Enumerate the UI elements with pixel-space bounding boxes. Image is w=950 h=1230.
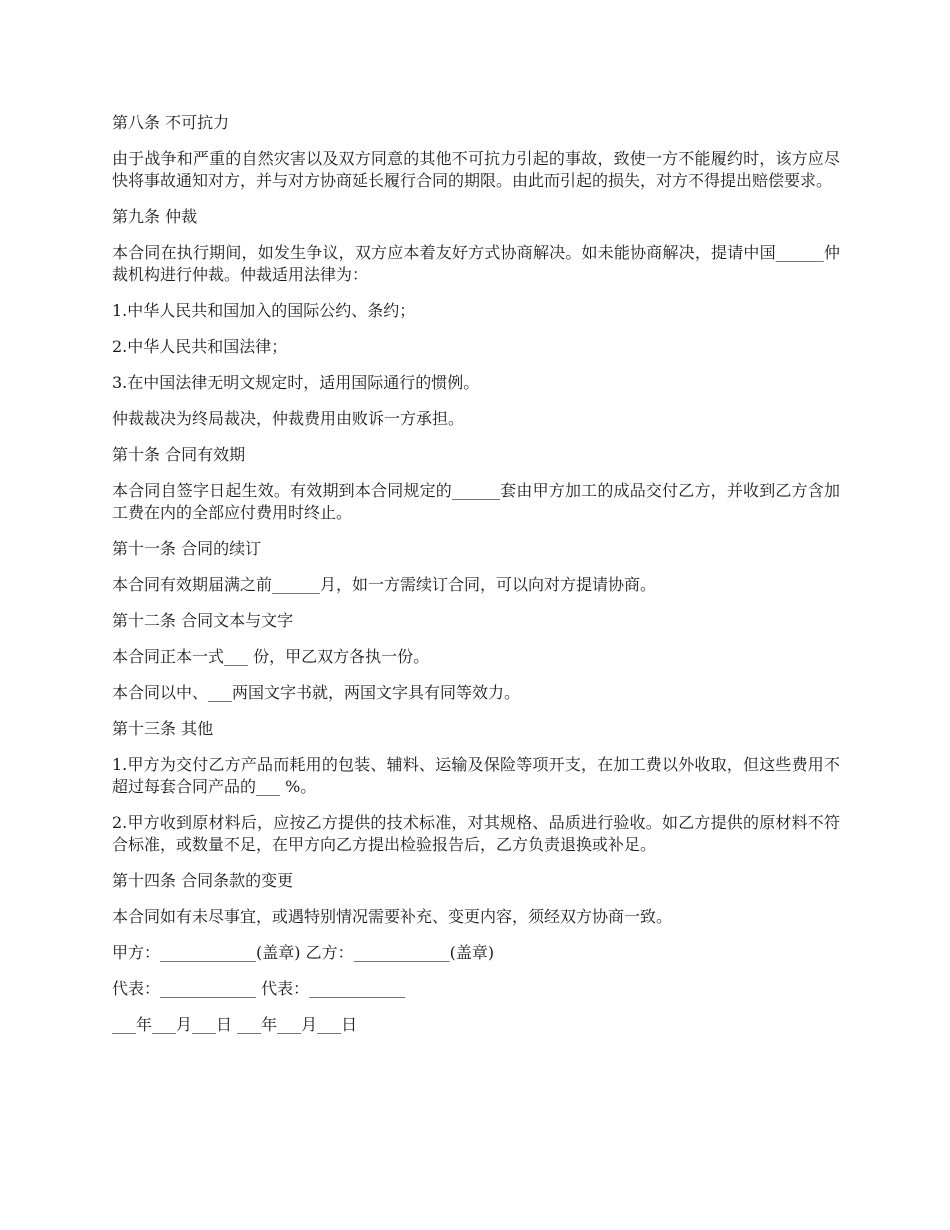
article-9-item-2: 2.中华人民共和国法律； <box>112 337 288 356</box>
article-13-item-1: 1.甲方为交付乙方产品而耗用的包装、辅料、运输及保险等项开支，在加工费以外收取，但这些费用不超过每套合同产品的___ %。 <box>112 755 840 796</box>
article-8-heading: 第八条 不可抗力 <box>112 113 230 132</box>
article-11-body: 本合同有效期届满之前______月，如一方需续订合同，可以向对方提请协商。 <box>112 575 657 594</box>
article-9-body: 本合同在执行期间，如发生争议，双方应本着友好方式协商解决。如未能协商解决，提请中国______仲裁机构进行仲裁。仲裁适用法律为： <box>112 243 840 284</box>
article-12-body-2: 本合同以中、___两国文字书就，两国文字具有同等效力。 <box>112 683 521 702</box>
document-page <box>112 112 840 1050</box>
article-9-final: 仲裁裁决为终局裁决，仲裁费用由败诉一方承担。 <box>112 409 465 428</box>
signature-parties: 甲方：____________(盖章) 乙方：____________(盖章) <box>112 943 495 962</box>
article-10-heading: 第十条 合同有效期 <box>112 445 246 464</box>
article-12-body-1: 本合同正本一式___ 份，甲乙双方各执一份。 <box>112 647 430 666</box>
article-11-heading: 第十一条 合同的续订 <box>112 539 262 558</box>
article-9-item-1: 1.中华人民共和国加入的国际公约、条约； <box>112 301 416 320</box>
article-14-body: 本合同如有未尽事宜，或遇特别情况需要补充、变更内容，须经双方协商一致。 <box>112 907 673 926</box>
article-14-heading: 第十四条 合同条款的变更 <box>112 871 294 890</box>
article-8-body: 由于战争和严重的自然灾害以及双方同意的其他不可抗力引起的事故，致使一方不能履约时，该方应尽快将事故通知对方，并与对方协商延长履行合同的期限。由此而引起的损失，对方不得提出赔偿要求。 <box>112 149 840 190</box>
article-12-heading: 第十二条 合同文本与文字 <box>112 611 294 630</box>
article-13-heading: 第十三条 其他 <box>112 719 214 738</box>
signature-representatives: 代表：____________ 代表：____________ <box>112 979 406 998</box>
article-13-item-2: 2.甲方收到原材料后，应按乙方提供的技术标准，对其规格、品质进行验收。如乙方提供的原材料不符合标准，或数量不足，在甲方向乙方提出检验报告后，乙方负责退换或补足。 <box>112 813 840 854</box>
article-9-item-3: 3.在中国法律无明文规定时，适用国际通行的惯例。 <box>112 373 480 392</box>
signature-dates: ___年___月___日 ___年___月___日 <box>112 1015 358 1034</box>
article-10-body: 本合同自签字日起生效。有效期到本合同规定的______套由甲方加工的成品交付乙方，并收到乙方含加工费在内的全部应付费用时终止。 <box>112 481 840 522</box>
article-9-heading: 第九条 仲裁 <box>112 207 198 226</box>
